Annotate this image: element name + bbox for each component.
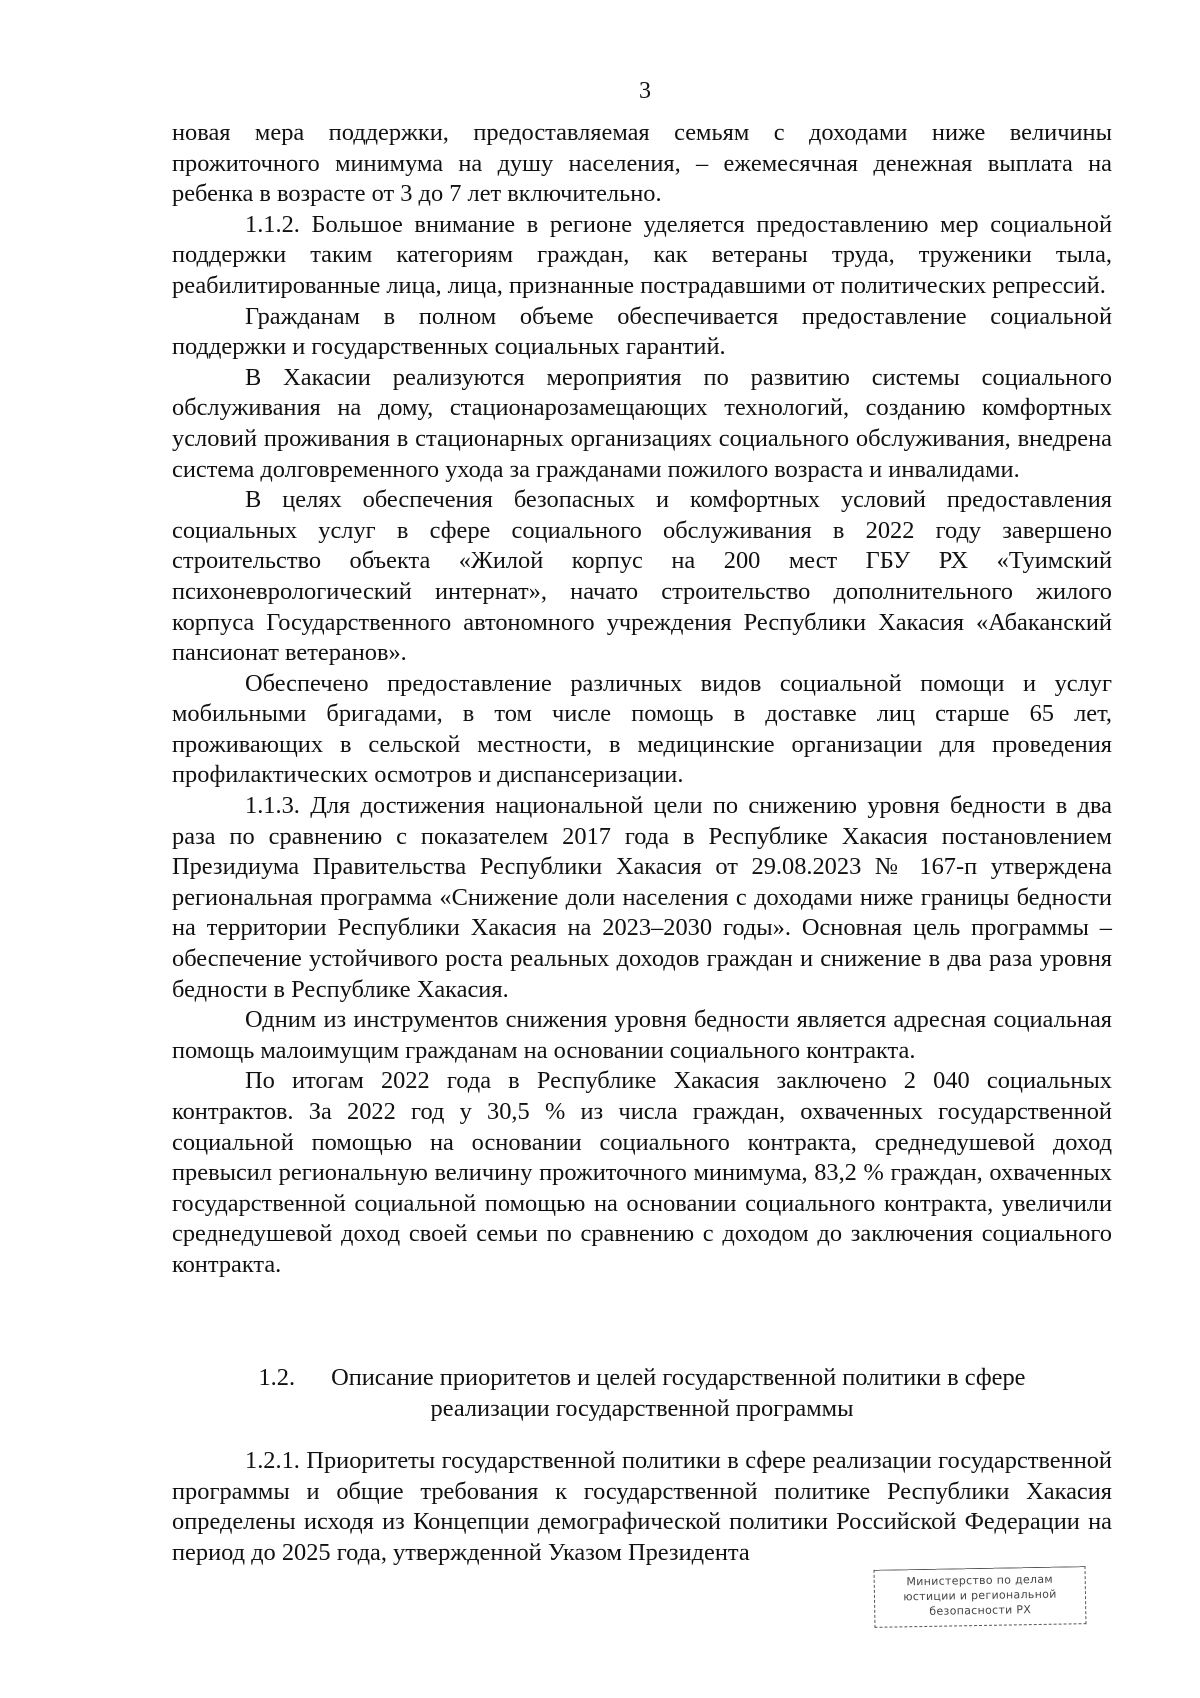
paragraph-guarantees: Гражданам в полном объеме обеспечивается предоставление социальной поддержки и государственных социальных гарантий. [172,302,1112,361]
stamp-line-3: безопасности РХ [929,1603,1032,1618]
paragraph-1-1-3: 1.1.3. Для достижения национальной цели по снижению уровня бедности в два раза по сравнению с показателем 2017 года в Республике Хакасия постановлением Президиума Правительства Республики Хакасия от 29.08.2023 № 167-п утверждена региональная программа «Снижение доли населения с доходами ниже границы бедности на территории Республики Хакасия на 2023–2030 годы». Основная цель программы – обеспечение устойчивого роста реальных доходов граждан и снижение в два раза уровня бедности в Республике Хакасия. [172,792,1112,1003]
paragraph-results-2022: По итогам 2022 года в Республике Хакасия заключено 2 040 социальных контрактов. За 2022 год у 30,5 % из числа граждан, охваченных государственной социальной помощью на основании социального контракта, среднедушевой доход превысил региональную величину прожиточного минимума, 83,2 % граждан, охваченных государственной социальной помощью на основании социального контракта, увеличили среднедушевой доход своей семьи по сравнению с доходом до заключения социального контракта. [172,1067,1112,1278]
body-text-continued [172,1446,1112,1568]
paragraph-targeted-aid: Одним из инструментов снижения уровня бедности является адресная социальная помощь малоимущим гражданам на основании социального контракта. [172,1006,1112,1064]
stamp-line-2: юстиции и региональной [903,1587,1057,1604]
section-number: 1.2. [258,1364,296,1391]
section-title-part-2: реализации государственной программы [430,1395,854,1422]
body-text [172,118,1112,1281]
section-title-part-1: Описание приоритетов и целей государственной политики в сфере [331,1364,1026,1391]
paragraph-construction: В целях обеспечения безопасных и комфортных условий предоставления социальных услуг в сфере социального обслуживания в 2022 году завершено строительство объекта «Жилой корпус на 200 мест ГБУ РХ «Туимский психоневрологический интернат», начато строительство дополнительного жилого корпуса Государственного автономного учреждения Республики Хакасия «Абаканский пансионат ветеранов». [172,486,1112,667]
paragraph-social-service: В Хакасии реализуются мероприятия по развитию системы социального обслуживания на дому, стационарозамещающих технологий, созданию комфортных условий проживания в стационарных организациях социального обслуживания, внедрена система долговременного ухода за гражданами пожилого возраста и инвалидами. [172,363,1112,483]
paragraph-continuation: новая мера поддержки, предоставляемая семьям с доходами ниже величины прожиточного минимума на душу населения, – ежемесячная денежная выплата на ребенка в возрасте от 3 до 7 лет включительно. [172,119,1112,208]
section-heading-line-1 [172,1362,1112,1393]
paragraph-1-2-1: 1.2.1. Приоритеты государственной политики в сфере реализации государственной программы и общие требования к государственной политике Республики Хакасия определены исходя из Концепции демографической политики Российской Федерации на период до 2025 года, утвержденной Указом Президента [172,1447,1112,1566]
page-number: 3 [639,78,651,104]
paragraph-1-1-2: 1.1.2. Большое внимание в регионе уделяется предоставлению мер социальной поддержки таким категориям граждан, как ветераны труда, труженики тыла, реабилитированные лица, лица, признанные пострадавшими от политических репрессий. [172,210,1112,299]
stamp-line-1: Министерство по делам [906,1572,1054,1589]
paragraph-mobile-brigades: Обеспечено предоставление различных видов социальной помощи и услуг мобильными бригадами, в том числе помощь в доставке лиц старше 65 лет, проживающих в сельской местности, в медицинские организации для проведения профилактических осмотров и диспансеризации. [172,669,1112,789]
ministry-stamp [874,1566,1087,1628]
section-heading [172,1362,1112,1424]
